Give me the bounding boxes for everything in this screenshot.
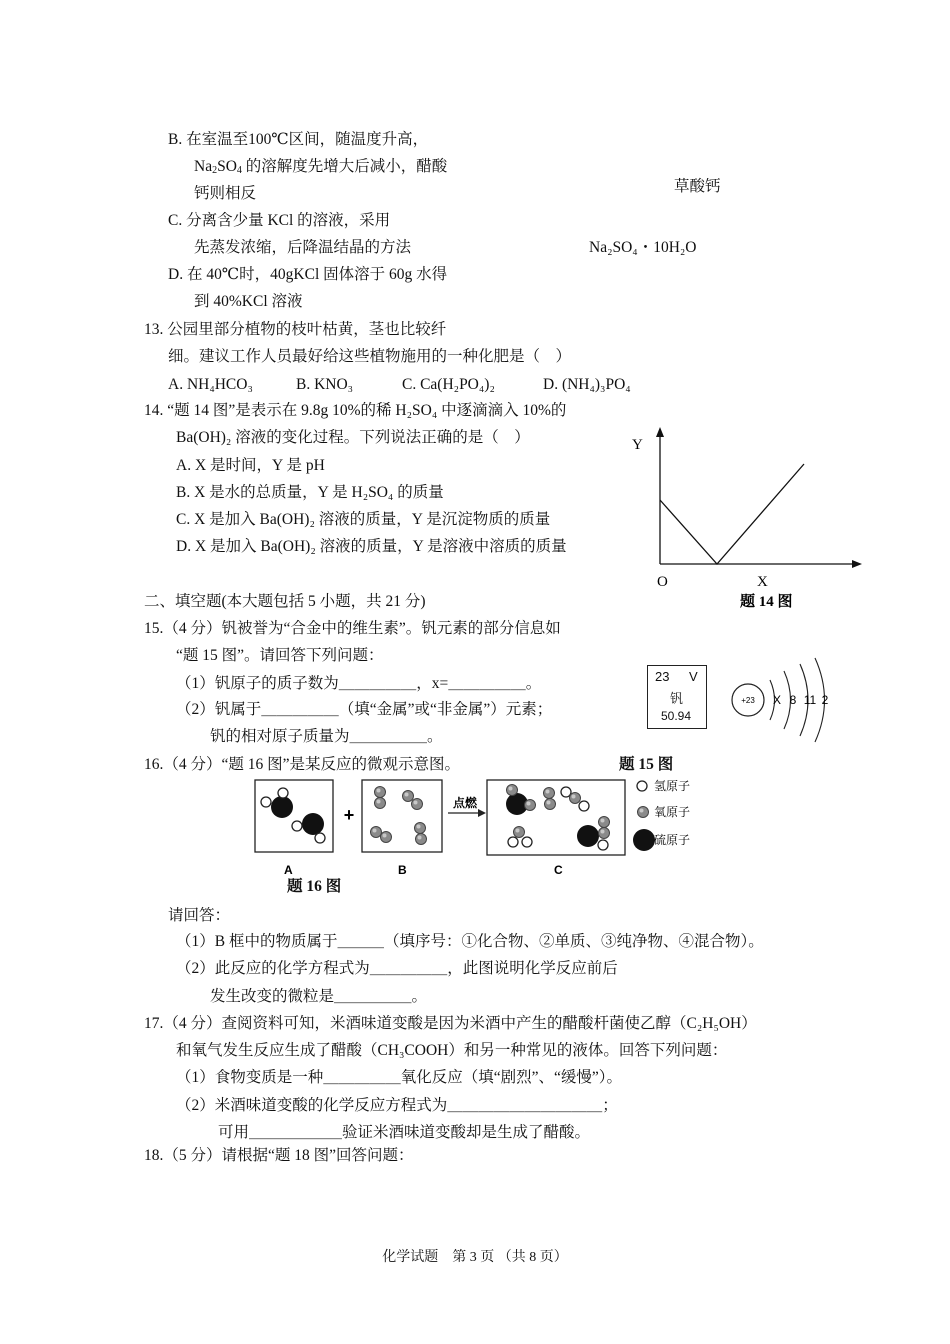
q16-legend-sulfur: 硫原子	[654, 833, 691, 847]
q14-graph	[620, 420, 870, 620]
q15-atom-shell-3: 11	[803, 693, 817, 707]
q12-label-sodium-sulfate-hydrate: Na₂SO₄・10H₂O	[589, 239, 697, 256]
q15-caption: 题 15 图	[619, 756, 674, 773]
q16-legend-hydrogen-icon	[637, 781, 647, 791]
q17-sub2-line2: 可用＿＿＿＿＿＿验证米酒味道变酸却是生成了醋酸。	[218, 1124, 591, 1141]
q13-stem-line1: 13. 公园里部分植物的枝叶枯黄，茎也比较纤	[144, 321, 447, 338]
q16-sub2-line1: （2）此反应的化学方程式为＿＿＿＿＿，此图说明化学反应前后	[176, 960, 618, 977]
q15-element-symbol: V	[689, 669, 698, 684]
q12-option-d-line2: 到 40%KCl 溶液	[194, 293, 303, 310]
q16-reaction-label: 点燃	[452, 796, 478, 810]
q16-arrow-head	[478, 809, 486, 817]
q17-stem-line2: 和氧气发生反应生成了醋酸（CH₃COOH）和另一种常见的液体。回答下列问题：	[176, 1042, 728, 1059]
q14-option-d: D. X 是加入 Ba(OH)₂ 溶液的质量，Y 是溶液中溶质的质量	[176, 538, 567, 555]
q14-option-a: A. X 是时间，Y 是 pH	[176, 457, 325, 474]
q14-option-b: B. X 是水的总质量，Y 是 H₂SO₄ 的质量	[176, 484, 444, 501]
q16-box-b-molecules	[371, 787, 427, 845]
q12-option-c-line2: 先蒸发浓缩，后降温结晶的方法	[194, 239, 412, 256]
q13-option-a: A. NH₄HCO₃	[168, 376, 253, 393]
q15-sub2-line1: （2）钒属于＿＿＿＿＿（填“金属”或“非金属”）元素；	[176, 701, 553, 718]
q15-atom-shell-2: 8	[789, 693, 797, 707]
q16-label-a: A	[284, 863, 293, 877]
q12-option-c-line1: C. 分离含少量 KCl 的溶液，采用	[168, 212, 391, 229]
q15-sub2-line2: 钒的相对原子质量为＿＿＿＿＿。	[210, 728, 443, 745]
q14-stem-line2: Ba(OH)₂ 溶液的变化过程。下列说法正确的是（ ）	[176, 429, 530, 446]
q12-option-b-line2-text: 的溶解度先增大后减小，醋酸	[245, 158, 448, 175]
page-footer: 化学试题 第 3 页 （共 8 页）	[382, 1250, 568, 1265]
q14-graph-curve	[660, 464, 804, 564]
q14-option-c: C. X 是加入 Ba(OH)₂ 溶液的质量，Y 是沉淀物质的质量	[176, 511, 551, 528]
q16-box-b	[362, 780, 442, 852]
q14-graph-x-arrow	[852, 560, 862, 568]
q15-stem-line2: “题 15 图”。请回答下列问题：	[176, 647, 384, 664]
q12-label-calcium-oxalate: 草酸钙	[674, 178, 721, 195]
q15-element-mass: 50.94	[661, 709, 692, 723]
section2-title: 二、填空题(本大题包括 5 小题，共 21 分)	[144, 593, 426, 610]
q16-caption: 题 16 图	[287, 878, 342, 895]
q12-option-b-line3: 钙则相反	[194, 185, 257, 202]
q16-sub1: （1）B 框中的物质属于＿＿＿（填序号：①化合物、②单质、③纯净物、④混合物）。	[176, 933, 764, 950]
q17-stem-line1: 17.（4 分）查阅资料可知，米酒味道变酸是因为米酒中产生的醋酸杆菌使乙醇（C₂H₅OH）	[144, 1015, 757, 1032]
q17-sub2-line1: （2）米酒味道变酸的化学反应方程式为＿＿＿＿＿＿＿＿＿＿；	[176, 1097, 618, 1114]
q16-legend-oxygen-icon	[638, 807, 649, 818]
q16-legend-sulfur-icon	[633, 829, 655, 851]
q14-stem-line1: 14. “题 14 图”是表示在 9.8g 10%的稀 H₂SO₄ 中逐滴滴入 10%的	[144, 402, 567, 419]
q12-option-d-line1: D. 在 40℃时，40gKCl 固体溶于 60g 水得	[168, 266, 448, 283]
q15-atom-shell-1: X	[772, 693, 782, 707]
q15-atom-nucleus-label: +23	[741, 696, 755, 705]
q15-element-card	[647, 665, 707, 729]
q15-sub1: （1）钒原子的质子数为＿＿＿＿＿，x=＿＿＿＿＿。	[176, 675, 542, 692]
q14-graph-y-label: Y	[632, 437, 643, 453]
q16-legend-oxygen: 氧原子	[654, 805, 691, 819]
q16-stem: 16.（4 分）“题 16 图”是某反应的微观示意图。	[144, 756, 461, 773]
q18-stem: 18.（5 分）请根据“题 18 图”回答问题：	[144, 1147, 414, 1164]
q12-option-b-line1: B. 在室温至100℃区间，随温度升高，	[168, 131, 429, 148]
q15-element-name: 钒	[670, 691, 684, 706]
q16-prompt: 请回答：	[168, 907, 231, 924]
q16-box-c-molecules	[506, 785, 610, 851]
q13-option-c: C. Ca(H₂PO₄)₂	[402, 376, 495, 393]
q15-element-number: 23	[655, 669, 670, 684]
q16-label-c: C	[554, 863, 563, 877]
q15-stem-line1: 15.（4 分）钒被誉为“合金中的维生素”。钒元素的部分信息如	[144, 620, 561, 637]
q15-atom-structure	[722, 655, 842, 745]
q16-legend-hydrogen: 氢原子	[654, 779, 691, 793]
q13-option-d: D. (NH₄)₃PO₄	[543, 376, 631, 393]
q12-option-b-line2: $Na_2SO_4$ 的溶解度先增大后减小，醋酸	[194, 158, 448, 176]
q14-graph-origin-label: O	[657, 574, 668, 590]
q14-graph-x-label: X	[757, 574, 768, 590]
q16-diagram	[248, 776, 708, 886]
q13-option-b: B. KNO₃	[296, 376, 354, 393]
q14-graph-caption: 题 14 图	[740, 594, 793, 610]
q16-box-a-molecules	[261, 788, 325, 843]
q16-label-b: B	[398, 863, 407, 877]
q14-graph-y-arrow	[656, 427, 664, 437]
q16-sub2-line2: 发生改变的微粒是＿＿＿＿＿。	[210, 988, 428, 1005]
q13-stem-line2: 细。建议工作人员最好给这些植物施用的一种化肥是（ ）	[168, 348, 572, 365]
q16-plus: +	[343, 805, 355, 825]
q17-sub1: （1）食物变质是一种＿＿＿＿＿氧化反应（填“剧烈”、“缓慢”）。	[176, 1069, 623, 1086]
q15-atom-shell-4: 2	[821, 693, 829, 707]
